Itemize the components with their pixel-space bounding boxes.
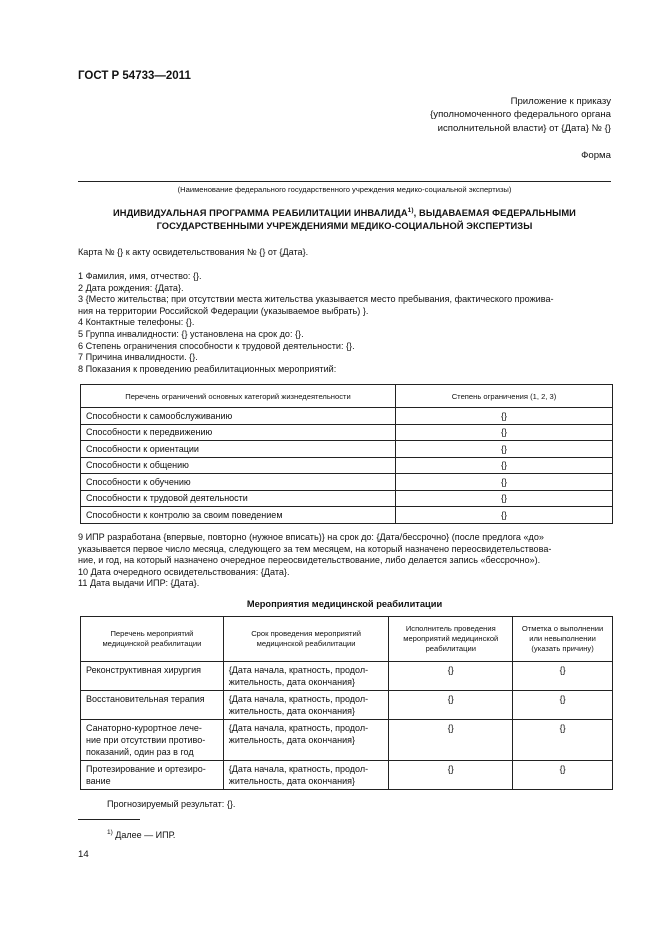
header-text: (указать причину): [531, 644, 594, 654]
item-line: 7 Причина инвалидности. {}.: [78, 352, 198, 363]
footnote-text: Далее — ИПР.: [112, 830, 176, 840]
appendix-line-2: {уполномоченного федерального органа: [430, 109, 611, 121]
item-9-line: ние, и год, на который назначено очередное переосвидетельствование, либо делается запись «бессрочно»).: [78, 555, 541, 566]
header-text: медицинской реабилитации: [102, 639, 202, 648]
standard-header: ГОСТ Р 54733—2011: [78, 70, 191, 82]
item-line: 5 Группа инвалидности: {} установлена на срок до: {}.: [78, 328, 304, 339]
title-line-2: ГОСУДАРСТВЕННЫМИ УЧРЕЖДЕНИЯМИ МЕДИКО-СОЦИАЛЬНОЙ ЭКСПЕРТИЗЫ: [156, 221, 533, 231]
item-line: ния на территории Российской Федерации (указываемое выбрать) }.: [78, 305, 369, 316]
limitation-category: Способности к общению: [81, 457, 396, 474]
title-line-1-main: ИНДИВИДУАЛЬНАЯ ПРОГРАММА РЕАБИЛИТАЦИИ ИНВАЛИДА: [113, 208, 408, 218]
header-text: мероприятий медицинской: [403, 633, 499, 643]
limitation-category: Способности к контролю за своим поведением: [81, 507, 396, 524]
item-line: 2 Дата рождения: {Дата}.: [78, 282, 184, 293]
footnote-mark: 1): [107, 829, 113, 836]
item-line: 4 Контактные телефоны: {}.: [78, 317, 195, 328]
header-text: Перечень мероприятий: [110, 628, 194, 638]
limitation-degree: {}: [396, 408, 613, 425]
measure-cell: [81, 720, 224, 761]
executor-cell: {}: [389, 662, 513, 691]
medical-rehab-table: [80, 616, 613, 790]
column-header: Перечень ограничений основных категорий жизнедеятельности: [81, 385, 396, 408]
column-header-term: [223, 617, 389, 662]
term-cell: [223, 761, 389, 790]
item-9-line: указывается первое число месяца, следующего за тем месяцем, на который назначено переосвидетельствова-: [78, 543, 552, 554]
term-cell: [223, 720, 389, 761]
item-line: 1 Фамилия, имя, отчество: {}.: [78, 271, 202, 281]
limitation-degree: {}: [396, 441, 613, 458]
measure-text: Восстановительная терапия: [86, 694, 205, 705]
form-label: Форма: [581, 150, 611, 161]
limitation-category: Способности к обучению: [81, 474, 396, 491]
table-row: [81, 507, 613, 524]
medical-section-title: Мероприятия медицинской реабилитации: [246, 599, 443, 609]
footnote-ref: 1): [407, 206, 414, 214]
table-row: [81, 457, 613, 474]
item-line: 6 Степень ограничения способности к трудовой деятельности: {}.: [78, 340, 355, 351]
term-text: {Дата начала, кратность, продол-: [228, 694, 369, 705]
table-row: [81, 662, 613, 691]
column-header: Степень ограничения (1, 2, 3): [396, 385, 613, 408]
item-line: 8 Показания к проведению реабилитационных мероприятий:: [78, 363, 337, 374]
forecast-line: Прогнозируемый результат: {}.: [107, 799, 236, 809]
column-header-measures: [81, 617, 224, 662]
term-text: жительность, дата окончания}: [228, 734, 355, 745]
document-title: [78, 207, 611, 233]
table-row: [81, 441, 613, 458]
item-line: 3 {Место жительства; при отсутствии места жительства указывается место пребывания, фактического прожива-: [78, 294, 554, 305]
header-text: медицинской реабилитации: [256, 639, 356, 648]
items-list: [78, 271, 614, 375]
table-row: [81, 720, 613, 761]
mark-cell: {}: [513, 720, 613, 761]
card-line: Карта № {} к акту освидетельствования № {} от {Дата}.: [78, 247, 309, 257]
mark-cell: {}: [513, 662, 613, 691]
limitation-degree: {}: [396, 457, 613, 474]
mark-cell: {}: [513, 761, 613, 790]
table-row: [81, 474, 613, 491]
measure-text: вание: [86, 775, 111, 786]
term-text: жительность, дата окончания}: [228, 676, 355, 687]
measure-text: Реконструктивная хирургия: [86, 665, 201, 675]
limitations-table: [80, 384, 613, 524]
header-text: реабилитации: [425, 644, 476, 654]
limitation-degree: {}: [396, 424, 613, 441]
header-text: Отметка о выполнении: [521, 623, 604, 633]
executor-cell: {}: [389, 691, 513, 720]
limitation-category: Способности к ориентации: [81, 441, 396, 458]
page-number: 14: [78, 849, 89, 860]
table-header-row: [81, 617, 613, 662]
executor-cell: {}: [389, 720, 513, 761]
table-row: [81, 424, 613, 441]
header-text: Срок проведения мероприятий: [251, 628, 361, 638]
measure-cell: [81, 662, 224, 691]
term-text: {Дата начала, кратность, продол-: [228, 723, 369, 734]
limitation-category: Способности к самообслуживанию: [81, 408, 396, 425]
measure-text: Протезирование и ортезиро-: [86, 764, 206, 775]
table-row: [81, 761, 613, 790]
footnote: [107, 829, 175, 840]
measure-cell: [81, 691, 224, 720]
limitation-category: Способности к передвижению: [81, 424, 396, 441]
footnote-separator: [78, 819, 140, 820]
mark-cell: {}: [513, 691, 613, 720]
term-text: жительность, дата окончания}: [228, 705, 355, 716]
limitation-degree: {}: [396, 490, 613, 507]
term-text: жительность, дата окончания}: [228, 775, 355, 786]
header-text: Исполнитель проведения: [405, 623, 496, 633]
item-9-line: 9 ИПР разработана {впервые, повторно (нужное вписать)} на срок до: {Дата/бессрочно} (после предлога «до»: [78, 532, 544, 542]
item-11-line: 11 Дата выдачи ИПР: {Дата}.: [78, 578, 200, 589]
item-9-block: [78, 532, 614, 590]
column-header-executor: [389, 617, 513, 662]
term-text: {Дата начала, кратность, продол-: [228, 764, 369, 775]
table-row: [81, 490, 613, 507]
table-row: [81, 408, 613, 425]
column-header-mark: [513, 617, 613, 662]
measure-text: Санаторно-курортное лече-: [86, 723, 202, 734]
limitation-degree: {}: [396, 474, 613, 491]
appendix-line-3: исполнительной власти} от {Дата} № {}: [437, 122, 611, 134]
header-text: или невыполнении: [529, 633, 596, 643]
term-cell: [223, 691, 389, 720]
measure-text: ние при отсутствии противо-: [86, 734, 206, 745]
org-name-caption: (Наименование федерального государственного учреждения медико-социальной экспертизы): [177, 185, 512, 194]
limitation-degree: {}: [396, 507, 613, 524]
measure-cell: [81, 761, 224, 790]
title-line-1-tail: , ВЫДАВАЕМАЯ ФЕДЕРАЛЬНЫМИ: [413, 208, 576, 218]
item-10-line: 10 Дата очередного освидетельствования: {Дата}.: [78, 566, 290, 577]
appendix-line-1: Приложение к приказу: [510, 96, 611, 107]
term-text: {Дата начала, кратность, продол-: [228, 665, 369, 675]
limitation-category: Способности к трудовой деятельности: [81, 490, 396, 507]
measure-text: показаний, один раз в год: [86, 746, 194, 757]
title-line-1: [78, 207, 611, 220]
table-row: [81, 691, 613, 720]
executor-cell: {}: [389, 761, 513, 790]
table-header-row: [81, 385, 613, 408]
appendix-reference: [430, 95, 611, 135]
org-name-line: [78, 181, 611, 182]
term-cell: [223, 662, 389, 691]
